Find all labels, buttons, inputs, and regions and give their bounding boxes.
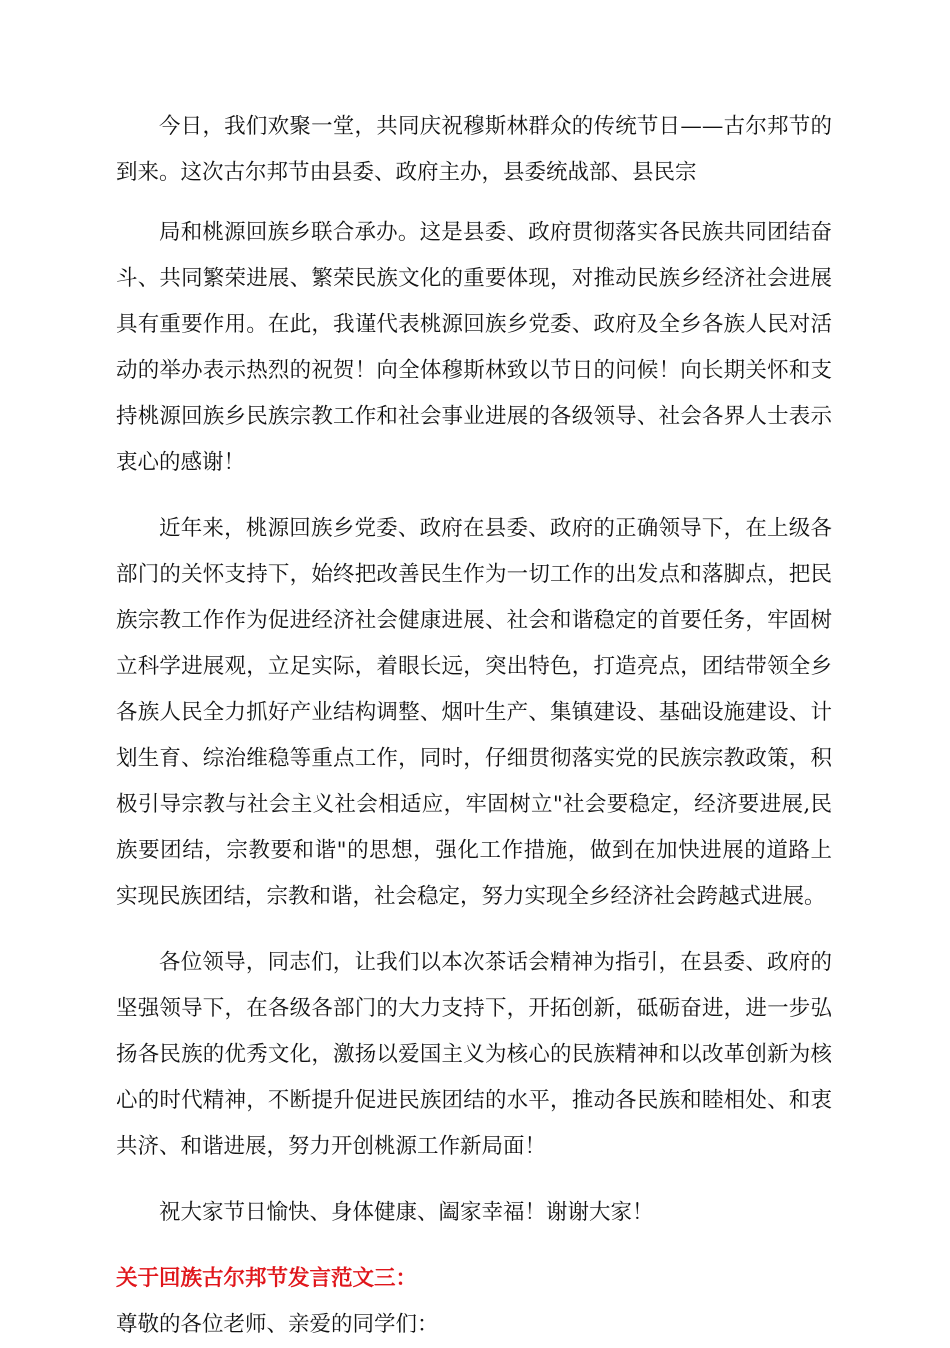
document-body xyxy=(116,104,832,1348)
paragraph-closing-wishes: 祝大家节日愉快、身体健康、阖家幸福！谢谢大家！ xyxy=(159,1200,654,1225)
paragraph-opening: 今日，我们欢聚一堂，共同庆祝穆斯林群众的传统节日——古尔邦节的到来。这次古尔邦节由县委、政府主办，县委统战部、县民宗 xyxy=(116,114,832,185)
paragraph-call-to-action: 各位领导，同志们，让我们以本次茶话会精神为指引，在县委、政府的坚强领导下，在各级各部门的大力支持下，开拓创新，砥砺奋进，进一步弘扬各民族的优秀文化，激扬以爱国主义为核心的民族精神和以改革创新为核心的时代精神，不断提升促进民族团结的水平，推动各民族和睦相处、和衷共济、和谐进展，努力开创桃源工作新局面！ xyxy=(116,950,832,1159)
paragraph-achievements: 近年来，桃源回族乡党委、政府在县委、政府的正确领导下，在上级各部门的关怀支持下，始终把改善民生作为一切工作的出发点和落脚点，把民族宗教工作作为促进经济社会健康进展、社会和谐稳定的首要任务，牢固树立科学进展观，立足实际，着眼长远，突出特色，打造亮点，团结带领全乡各族人民全力抓好产业结构调整、烟叶生产、集镇建设、基础设施建设、计划生育、综治维稳等重点工作，同时，仔细贯彻落实党的民族宗教政策，积极引导宗教与社会主义社会相适应，牢固树立"社会要稳定，经济要进展,民族要团结，宗教要和谐"的思想，强化工作措施，做到在加快进展的道路上实现民族团结，宗教和谐，社会稳定，努力实现全乡经济社会跨越式进展。 xyxy=(116,516,832,909)
section-heading: 关于回族古尔邦节发言范文三： xyxy=(116,1266,418,1291)
salutation: 尊敬的各位老师、亲爱的同学们： xyxy=(116,1312,439,1337)
paragraph-organizers: 局和桃源回族乡联合承办。这是县委、政府贯彻落实各民族共同团结奋斗、共同繁荣进展、繁荣民族文化的重要体现，对推动民族乡经济社会进展具有重要作用。在此，我谨代表桃源回族乡党委、政府及全乡各族人民对活动的举办表示热烈的祝贺！向全体穆斯林致以节日的问候！向长期关怀和支持桃源回族乡民族宗教工作和社会事业进展的各级领导、社会各界人士表示衷心的感谢！ xyxy=(116,220,832,475)
